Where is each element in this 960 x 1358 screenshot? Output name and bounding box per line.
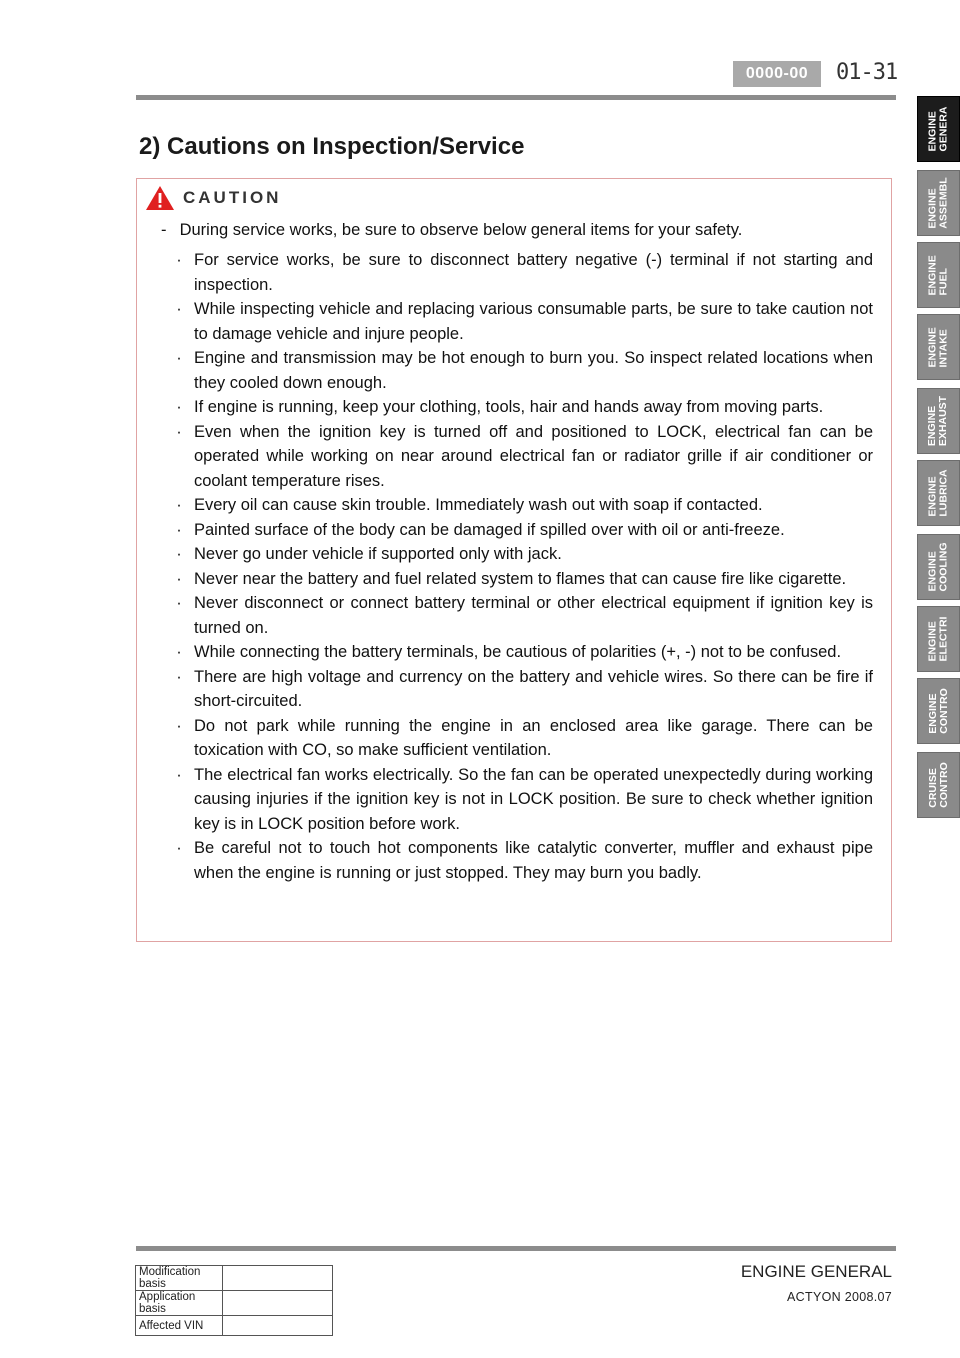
caution-item <box>173 640 873 665</box>
chapter-tab[interactable] <box>917 606 960 672</box>
caution-item <box>173 836 873 885</box>
caution-label: CAUTION <box>183 188 282 207</box>
chapter-tab-label <box>928 617 950 662</box>
page-number: 01-31 <box>836 60 898 85</box>
chapter-tab[interactable] <box>917 388 960 454</box>
caution-item-text: For service works, be sure to disconnect battery negative (-) terminal if not starting and inspection. <box>194 251 873 294</box>
tab-line-2: ELECTRI <box>937 616 950 662</box>
chapter-tab-label <box>928 255 950 296</box>
chapter-tab-label <box>928 327 950 368</box>
caution-item-text: Even when the ignition key is turned off and positioned to LOCK, electrical fan can be operated while working on near around electrical fan or radiator grille if air conditioner or coolant temperature rises. <box>194 422 873 490</box>
caution-item <box>173 420 873 494</box>
chapter-tab[interactable] <box>917 752 960 818</box>
tab-line-1: CRUISE <box>926 768 939 808</box>
warning-triangle-icon <box>145 185 175 211</box>
tab-line-1: ENGINE <box>926 188 939 229</box>
tab-line-2: ASSEMBL <box>937 177 950 229</box>
caution-item <box>173 714 873 763</box>
tab-line-2: CONTRO <box>937 762 950 808</box>
chapter-tab-label <box>928 107 950 152</box>
tab-line-2: EXHAUST <box>937 395 950 447</box>
basis-value <box>223 1291 333 1316</box>
footer-divider <box>136 1246 896 1251</box>
caution-item-text: The electrical fan works electrically. So the fan can be operated unexpectedly during working causing injuries if the ignition key is not in LOCK position. Be sure to check whether ignition key is in LOCK position before work. <box>194 765 873 833</box>
caution-item-text: Do not park while running the engine in an enclosed area like garage. There can be toxication with CO, so make sufficient ventilation. <box>194 716 873 759</box>
header-divider <box>136 95 896 100</box>
bullet-dot: · <box>176 251 182 269</box>
basis-row <box>136 1316 333 1336</box>
bullet-dot: · <box>176 520 182 539</box>
caution-item <box>173 518 873 543</box>
caution-item <box>173 493 873 518</box>
intro-dash: - <box>161 221 167 239</box>
tab-line-1: ENGINE <box>926 476 939 517</box>
caution-item <box>173 248 873 297</box>
chapter-tab[interactable] <box>917 460 960 526</box>
caution-list <box>173 248 873 885</box>
basis-row <box>136 1266 333 1291</box>
caution-item-text: Never disconnect or connect battery terminal or other electrical equipment if ignition key is turned on. <box>194 594 873 637</box>
basis-value <box>223 1316 333 1336</box>
tab-line-1: ENGINE <box>926 621 939 662</box>
chapter-tab-label <box>928 177 950 228</box>
basis-row <box>136 1291 333 1316</box>
bullet-dot: · <box>176 716 182 735</box>
chapter-tab[interactable] <box>917 170 960 236</box>
tab-line-2: COOLING <box>937 542 950 592</box>
bullet-dot: · <box>176 300 182 318</box>
chapter-tab[interactable] <box>917 96 960 162</box>
basis-key: Application basis <box>136 1291 223 1316</box>
chapter-tab-label <box>928 396 950 446</box>
caution-item <box>173 395 873 420</box>
bullet-dot: · <box>176 643 182 661</box>
tab-line-1: ENGINE <box>926 111 939 152</box>
caution-item <box>173 665 873 714</box>
caution-item-text: Every oil can cause skin trouble. Immediately wash out with soap if contacted. <box>194 496 763 514</box>
bullet-dot: · <box>176 545 182 563</box>
chapter-tab[interactable] <box>917 314 960 380</box>
caution-header <box>145 183 281 213</box>
bullet-dot: · <box>176 422 182 441</box>
tab-line-2: GENERA <box>937 106 950 152</box>
bullet-dot: · <box>176 496 182 514</box>
chapter-tab-label <box>928 762 950 808</box>
tab-line-2: FUEL <box>937 268 950 296</box>
intro-text: During service works, be sure to observe below general items for your safety. <box>179 221 743 239</box>
tab-line-1: ENGINE <box>926 327 939 368</box>
caution-item <box>173 297 873 346</box>
bullet-dot: · <box>176 667 182 686</box>
caution-item-text: Never near the battery and fuel related system to flames that can cause fire like cigarette. <box>194 569 847 588</box>
caution-box <box>136 178 892 942</box>
tab-line-2: LUBRICA <box>937 469 950 517</box>
chapter-tab[interactable] <box>917 534 960 600</box>
basis-value <box>223 1266 333 1291</box>
caution-item <box>173 542 873 567</box>
caution-item-text: Painted surface of the body can be damaged if spilled over with oil or anti-freeze. <box>194 520 785 539</box>
chapter-tab[interactable] <box>917 242 960 308</box>
tab-line-1: ENGINE <box>926 405 939 447</box>
chapter-tab-label <box>928 688 950 734</box>
caution-item <box>173 591 873 640</box>
caution-intro <box>161 221 742 240</box>
bullet-dot: · <box>176 839 182 857</box>
bullet-dot: · <box>176 398 182 416</box>
caution-item <box>173 346 873 395</box>
caution-item <box>173 763 873 837</box>
chapter-tab[interactable] <box>917 678 960 744</box>
caution-item-text: Engine and transmission may be hot enough to burn you. So inspect related locations when they cooled down enough. <box>194 349 873 392</box>
basis-table <box>135 1265 333 1336</box>
section-code-badge: 0000-00 <box>733 61 821 87</box>
tab-line-1: ENGINE <box>926 255 939 296</box>
caution-item-text: Never go under vehicle if supported only with jack. <box>194 545 562 563</box>
bullet-dot: · <box>176 765 182 784</box>
section-title: 2) Cautions on Inspection/Service <box>139 133 525 160</box>
caution-item-text: Be careful not to touch hot components like catalytic converter, muffler and exhaust pipe when the engine is running or just stopped. They may burn you badly. <box>194 839 873 882</box>
tab-line-1: ENGINE <box>926 693 939 734</box>
tab-line-2: INTAKE <box>937 329 950 368</box>
bullet-dot: · <box>176 349 182 367</box>
chapter-tab-label <box>928 543 950 592</box>
tab-line-1: ENGINE <box>926 551 939 592</box>
basis-key: Affected VIN <box>136 1316 223 1336</box>
caution-item-text: While inspecting vehicle and replacing various consumable parts, be sure to take caution not to damage vehicle and injure people. <box>194 300 873 343</box>
caution-item-text: There are high voltage and currency on the battery and vehicle wires. So there can be fire if short-circuited. <box>194 667 873 710</box>
footer-model: ACTYON 2008.07 <box>787 1290 892 1304</box>
caution-item <box>173 567 873 592</box>
footer-title: ENGINE GENERAL <box>740 1262 892 1281</box>
caution-item-text: If engine is running, keep your clothing, tools, hair and hands away from moving parts. <box>194 398 824 416</box>
caution-item-text: While connecting the battery terminals, be cautious of polarities (+, -) not to be confused. <box>194 643 842 661</box>
bullet-dot: · <box>176 594 182 612</box>
basis-key: Modification basis <box>136 1266 223 1291</box>
tab-line-2: CONTRO <box>937 688 950 734</box>
bullet-dot: · <box>176 569 182 588</box>
chapter-tab-label <box>928 469 950 516</box>
